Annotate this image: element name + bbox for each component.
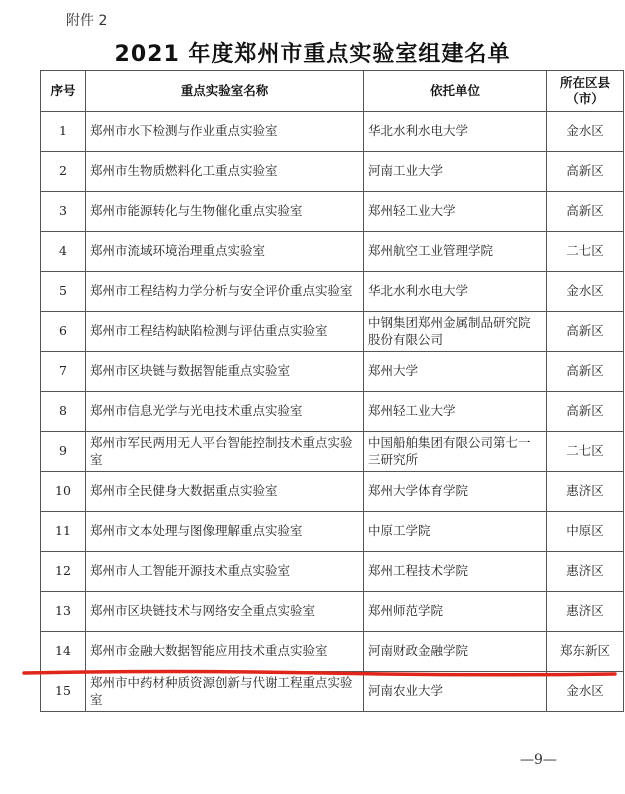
row-number: 6 xyxy=(41,312,86,352)
table-row xyxy=(41,112,624,152)
host-unit: 中原工学院 xyxy=(364,512,547,552)
row-number: 13 xyxy=(41,592,86,632)
host-unit: 河南工业大学 xyxy=(364,152,547,192)
lab-name: 郑州市工程结构力学分析与安全评价重点实验室 xyxy=(86,272,364,312)
header-host-unit: 依托单位 xyxy=(364,71,547,112)
row-number: 2 xyxy=(41,152,86,192)
row-number: 10 xyxy=(41,472,86,512)
row-number: 11 xyxy=(41,512,86,552)
district: 惠济区 xyxy=(547,472,624,512)
lab-name: 郑州市水下检测与作业重点实验室 xyxy=(86,112,364,152)
row-number: 5 xyxy=(41,272,86,312)
district: 金水区 xyxy=(547,272,624,312)
lab-name: 郑州市中药材种质资源创新与代谢工程重点实验室 xyxy=(86,672,364,712)
host-unit: 郑州师范学院 xyxy=(364,592,547,632)
table-row xyxy=(41,512,624,552)
table-row xyxy=(41,232,624,272)
district: 高新区 xyxy=(547,152,624,192)
table-row xyxy=(41,192,624,232)
host-unit: 华北水利水电大学 xyxy=(364,272,547,312)
district: 高新区 xyxy=(547,392,624,432)
table-row xyxy=(41,552,624,592)
district: 高新区 xyxy=(547,352,624,392)
district: 金水区 xyxy=(547,672,624,712)
header-num: 序号 xyxy=(41,71,86,112)
table-header-row xyxy=(41,71,624,112)
host-unit: 中国船舶集团有限公司第七一三研究所 xyxy=(364,432,547,472)
district: 惠济区 xyxy=(547,552,624,592)
lab-name: 郑州市生物质燃料化工重点实验室 xyxy=(86,152,364,192)
lab-name: 郑州市流域环境治理重点实验室 xyxy=(86,232,364,272)
row-number: 7 xyxy=(41,352,86,392)
district: 二七区 xyxy=(547,432,624,472)
district: 惠济区 xyxy=(547,592,624,632)
header-district: 所在区县 （市） xyxy=(547,71,624,112)
table-row xyxy=(41,152,624,192)
row-number: 9 xyxy=(41,432,86,472)
header-lab-name: 重点实验室名称 xyxy=(86,71,364,112)
table-row xyxy=(41,272,624,312)
table-body xyxy=(41,112,624,712)
document-title: 2021 年度郑州市重点实验室组建名单 xyxy=(114,42,511,67)
row-number: 12 xyxy=(41,552,86,592)
table-row xyxy=(41,432,624,472)
host-unit: 华北水利水电大学 xyxy=(364,112,547,152)
table-row xyxy=(41,392,624,432)
lab-name: 郑州市文本处理与图像理解重点实验室 xyxy=(86,512,364,552)
lab-name: 郑州市金融大数据智能应用技术重点实验室 xyxy=(86,632,364,672)
host-unit: 郑州航空工业管理学院 xyxy=(364,232,547,272)
host-unit: 中钢集团郑州金属制品研究院股份有限公司 xyxy=(364,312,547,352)
row-number: 3 xyxy=(41,192,86,232)
row-number: 14 xyxy=(41,632,86,672)
lab-name: 郑州市信息光学与光电技术重点实验室 xyxy=(86,392,364,432)
host-unit: 郑州轻工业大学 xyxy=(364,392,547,432)
district: 郑东新区 xyxy=(547,632,624,672)
host-unit: 郑州轻工业大学 xyxy=(364,192,547,232)
table-row xyxy=(41,312,624,352)
attachment-label: 附件 2 xyxy=(66,13,108,29)
row-number: 1 xyxy=(41,112,86,152)
lab-name: 郑州市区块链技术与网络安全重点实验室 xyxy=(86,592,364,632)
host-unit: 河南农业大学 xyxy=(364,672,547,712)
district: 中原区 xyxy=(547,512,624,552)
lab-name: 郑州市人工智能开源技术重点实验室 xyxy=(86,552,364,592)
red-highlight-underline xyxy=(22,667,617,679)
host-unit: 河南财政金融学院 xyxy=(364,632,547,672)
district: 金水区 xyxy=(547,112,624,152)
lab-list-table xyxy=(40,70,624,712)
district: 高新区 xyxy=(547,312,624,352)
page-number: —9— xyxy=(520,752,557,768)
lab-name: 郑州市能源转化与生物催化重点实验室 xyxy=(86,192,364,232)
lab-name: 郑州市区块链与数据智能重点实验室 xyxy=(86,352,364,392)
host-unit: 郑州工程技术学院 xyxy=(364,552,547,592)
district: 高新区 xyxy=(547,192,624,232)
table-row xyxy=(41,472,624,512)
table-row xyxy=(41,352,624,392)
lab-name: 郑州市军民两用无人平台智能控制技术重点实验室 xyxy=(86,432,364,472)
lab-name: 郑州市全民健身大数据重点实验室 xyxy=(86,472,364,512)
row-number: 8 xyxy=(41,392,86,432)
row-number: 15 xyxy=(41,672,86,712)
host-unit: 郑州大学 xyxy=(364,352,547,392)
table-row xyxy=(41,632,624,672)
table-row xyxy=(41,592,624,632)
row-number: 4 xyxy=(41,232,86,272)
host-unit: 郑州大学体育学院 xyxy=(364,472,547,512)
lab-name: 郑州市工程结构缺陷检测与评估重点实验室 xyxy=(86,312,364,352)
district: 二七区 xyxy=(547,232,624,272)
